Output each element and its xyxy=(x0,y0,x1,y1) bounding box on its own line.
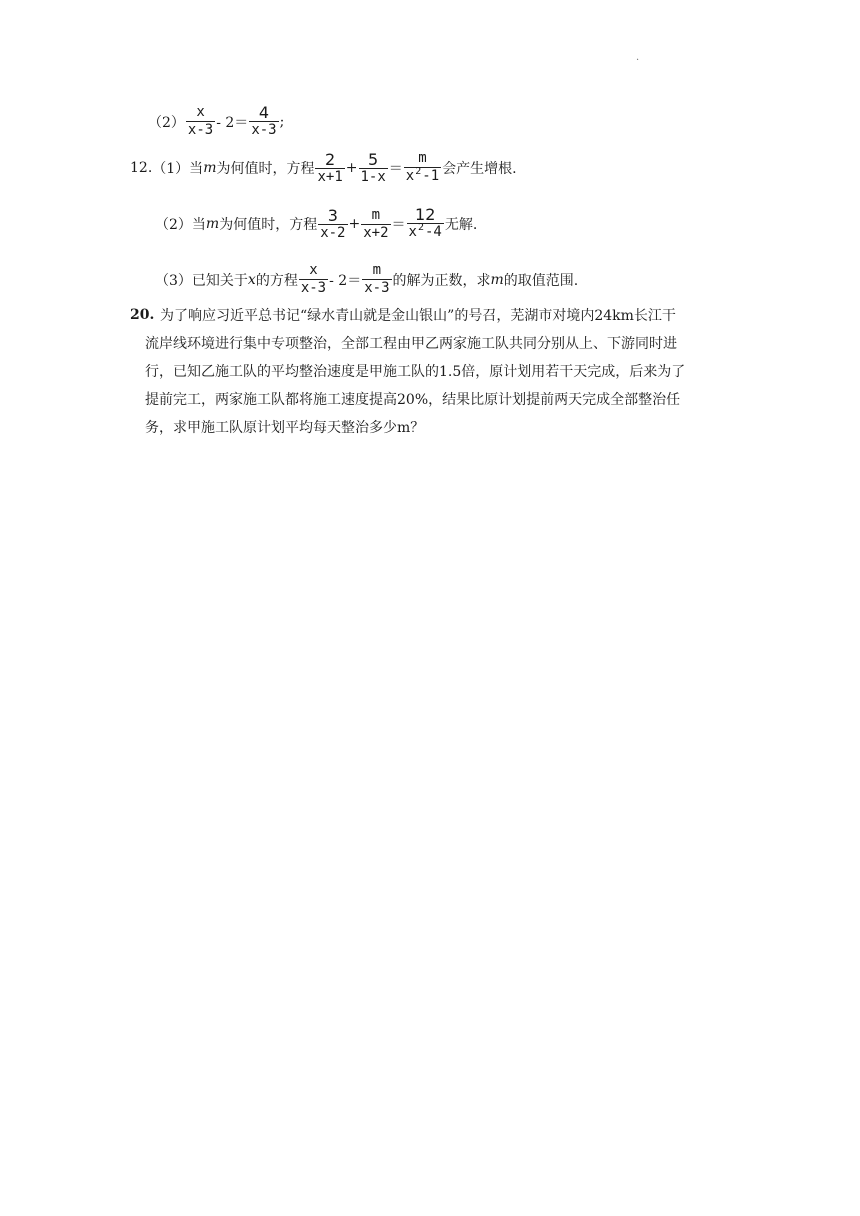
question-text: 的方程 xyxy=(255,272,298,289)
question-tail: 的取值范围. xyxy=(503,272,579,289)
denominator: 1-x xyxy=(360,168,386,185)
problem-12-part2 xyxy=(155,206,477,242)
fraction xyxy=(318,207,347,242)
variable-x: x xyxy=(247,271,256,288)
part-label: （1）当 xyxy=(152,161,204,177)
plus-sign: + xyxy=(348,216,361,232)
fraction xyxy=(249,104,278,139)
problem-text-line: 务，求甲施工队原计划平均每天整治多少m？ xyxy=(145,420,425,436)
equation-middle: - 2＝ xyxy=(216,114,249,131)
denominator: x+2 xyxy=(363,224,389,241)
part-label: （2）当 xyxy=(155,217,206,233)
equals-sign: ＝ xyxy=(391,217,406,233)
question-tail: 无解. xyxy=(444,217,478,233)
problem-number: 20. xyxy=(130,307,155,323)
part-label: （3）已知关于 xyxy=(155,272,248,289)
question-tail: 的解为正数，求 xyxy=(392,272,491,289)
problem-20-number xyxy=(130,307,154,323)
problem-text-line: 提前完工，两家施工队都将施工速度提高20%，结果比原计划提前两天完成全部整治任 xyxy=(145,392,681,408)
variable-m: m xyxy=(205,216,220,232)
page-marker: · xyxy=(636,55,640,66)
numerator: x xyxy=(309,262,318,278)
variable-m: m xyxy=(203,160,217,176)
problem-12-part3 xyxy=(155,262,578,297)
numerator: m xyxy=(372,262,382,278)
denominator: x-3 xyxy=(251,122,277,138)
equation-middle: - 2＝ xyxy=(329,272,362,289)
fraction xyxy=(407,206,444,242)
fraction xyxy=(361,207,390,242)
numerator: 5 xyxy=(368,149,379,169)
denominator: x-3 xyxy=(300,280,327,296)
question-tail: 会产生增根. xyxy=(442,161,517,177)
part-label: （2） xyxy=(148,114,185,131)
denominator: x-3 xyxy=(187,122,214,138)
denominator: $x^2-4$ xyxy=(408,222,442,240)
question-text: 为何值时，方程 xyxy=(219,217,318,233)
numerator: m xyxy=(418,150,427,166)
numerator: x xyxy=(196,104,205,120)
variable-m: m xyxy=(490,271,504,288)
numerator: 12 xyxy=(415,205,436,224)
denominator: x+1 xyxy=(317,168,343,185)
fraction xyxy=(315,151,344,186)
problem-number: 12. xyxy=(130,160,153,176)
denominator: x-3 xyxy=(364,280,390,296)
numerator: 4 xyxy=(258,103,270,122)
numerator: m xyxy=(371,206,381,223)
fraction xyxy=(404,150,441,186)
fraction xyxy=(359,151,388,186)
fraction xyxy=(299,262,328,297)
question-text: 为何值时，方程 xyxy=(216,161,315,177)
problem-20-body xyxy=(145,302,750,442)
fraction xyxy=(186,104,215,139)
problem-12-part1 xyxy=(130,150,517,186)
denominator: x-2 xyxy=(320,224,346,241)
prev-problem-part2 xyxy=(148,104,284,139)
numerator: 2 xyxy=(325,149,336,169)
problem-text-line: 为了响应习近平总书记“绿水青山就是金山银山”的号召，芜湖市对境内24km长江干 xyxy=(160,308,676,324)
fraction xyxy=(362,262,391,297)
problem-text-line: 流岸线环境进行集中专项整治，全部工程由甲乙两家施工队共同分别从上、下游同时进 xyxy=(145,336,677,352)
denominator: $x^2-1$ xyxy=(405,166,440,184)
equals-sign: ＝ xyxy=(388,161,403,177)
equation-end: ; xyxy=(279,113,285,130)
plus-sign: + xyxy=(345,160,358,176)
problem-text-line: 行，已知乙施工队的平均整治速度是甲施工队的1.5倍，原计划用若干天完成，后来为了 xyxy=(145,364,686,380)
numerator: 3 xyxy=(327,205,338,225)
